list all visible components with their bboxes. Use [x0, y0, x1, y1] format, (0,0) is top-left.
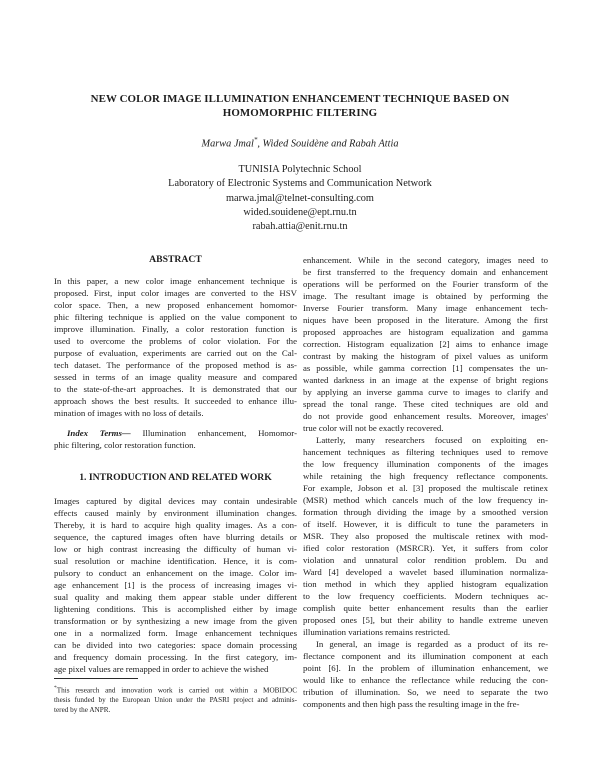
footnote-marker: * [54, 685, 57, 691]
text-line: tech dataset. The performance of the proposed method is as- [54, 360, 297, 370]
text-line: while retaining the high frequency reflectance components. [303, 471, 548, 481]
body-paragraph [303, 254, 548, 434]
text-line: Laboratory of Electronic Systems and Communication Network [168, 178, 432, 190]
right-column [303, 254, 548, 715]
text-line: wanted darkness in an image at the expense of bright regions [303, 375, 548, 385]
abstract-heading: ABSTRACT [149, 254, 202, 265]
text-line: violation and unnatural color rendition problem. Du and [303, 555, 548, 565]
text-line: can be divided into two categories: space domain processing [54, 640, 297, 650]
text-line [54, 427, 297, 439]
text-line: In this paper, a new color image enhancement technique is [54, 276, 297, 286]
abstract-paragraph [54, 275, 297, 419]
text-line: sessed in terms of an image quality measure and compared [54, 372, 297, 382]
text-line: proposed. First, input color images are converted to the HSV [54, 288, 297, 298]
body-paragraph [303, 638, 548, 710]
text-line: In general, an image is regarded as a product of its re- [316, 639, 548, 649]
text-line: rabah.attia@enit.rnu.tn [252, 221, 348, 233]
text-line: Ward [4] developed a wavelet based illumination normaliza- [303, 567, 548, 577]
text-line: spread the tonal range. These cited techniques are old and [303, 399, 548, 409]
affiliation-block [26, 163, 574, 235]
text-line: proposed approaches are histogram equalization and gamma [303, 327, 548, 337]
text-line: age enhancement [1] is the process of increasing images vi- [54, 580, 297, 590]
text-line: true color will not be exactly recovered. [303, 423, 444, 433]
text-line: approach shows the best results. It succeeded to enhance illu- [54, 396, 297, 406]
index-terms-label: Index Terms— [67, 428, 131, 438]
author-names-rest: , Wided Souidène and Rabah Attia [257, 138, 399, 150]
author-name: Marwa Jmal [201, 138, 254, 150]
text-line: sual quality and making them appear stable under different [54, 592, 297, 602]
text-line: niques have been proposed in the literature. Among the first [303, 315, 548, 325]
text-line: improve illumination. Finally, a color restoration function is [54, 324, 297, 334]
text-line: age pixel values are remapped in order to achieve the wished [54, 664, 269, 674]
text-line: one in a normalized form. Image enhancement techniques [54, 628, 297, 638]
text-line: MSR. They also proposed the multiscale retinex with mod- [303, 531, 548, 541]
text-line: flectance component and its illumination component at each [303, 651, 548, 661]
text-line: to the state-of-the-art approaches. It is demonstrated that our [54, 384, 297, 394]
paper-header [26, 92, 574, 235]
two-column-body [54, 254, 548, 715]
author-footnote-marker: * [253, 136, 258, 145]
text-line: components and then high pass the resulting image in the fre- [303, 699, 520, 709]
text-line: mination of images with no loss of details. [54, 408, 204, 418]
text-line: of itself. However, it is difficult to tune the parameters in [303, 519, 548, 529]
left-column [54, 254, 297, 715]
text-line: color space. Then, a new proposed enhancement homomor- [54, 300, 297, 310]
text-line: be first transferred to the frequency domain and enhancement [303, 267, 548, 277]
text-line: enhancement. While in the second category, images need to [303, 255, 548, 265]
text-line: (MSR) method which cancels much of the low frequency in- [303, 495, 548, 505]
text-line: would like to enhance the reflectance while reducing the con- [303, 675, 548, 685]
text-line: do not provide good enhancement results. Moreover, images' [303, 411, 548, 421]
authors-line [26, 136, 574, 149]
index-terms-paragraph [54, 427, 297, 451]
footnote-rule [54, 678, 138, 679]
text-line: the low frequency illumination components of the images [303, 459, 548, 469]
text-line: image. The resultant image is obtained by performing the [303, 291, 548, 301]
footnote [54, 678, 297, 715]
text-line: phic filtering technique is applied on the value component to [54, 312, 297, 322]
text-line: Inverse Fourier transform. Many image enhancement tech- [303, 303, 548, 313]
body-paragraph [303, 434, 548, 638]
text-line: transformation or by synthesizing a new image from the given [54, 616, 297, 626]
text-line: purpose of evaluation, experiments are carried out on the Cal- [54, 348, 297, 358]
text-line: hancement techniques as filtering techniques used to remove [303, 447, 548, 457]
paper-title-line-1: NEW COLOR IMAGE ILLUMINATION ENHANCEMENT TECHNIQUE BASED ON [90, 93, 510, 105]
text-line: point [6]. In the problem of illumination enhancement, we [303, 663, 548, 673]
text-line: pulsory to conduct an enhancement on the image. Color im- [54, 568, 297, 578]
text-line: phic filtering, color restoration function. [54, 440, 196, 450]
text-line: by applying an inverse gamma curve to images to clarify and [303, 387, 548, 397]
text-line: used to overcome the problems of color violation. For the [54, 336, 297, 346]
text-line: tion method in which they applied histogram equalization [303, 579, 548, 589]
footnote-line [54, 683, 297, 695]
text-line: to the low frequency coefficients. Modern techniques ac- [303, 591, 548, 601]
text-line: contrast by making the histogram of pixel values as uniform [303, 351, 548, 361]
text-line: marwa.jmal@telnet-consulting.com [226, 192, 374, 204]
text-line: operations will be performed on the Fourier transform of the [303, 279, 548, 289]
text-line: tribution of illumination. So, we need to separate the two [303, 687, 548, 697]
section-1-heading: 1. INTRODUCTION AND RELATED WORK [79, 472, 272, 483]
text-line: and frequency domain processing. In the first category, im- [54, 652, 297, 662]
text-line: Latterly, many researchers focused on exploiting en- [316, 435, 548, 445]
text-line: For example, Jobson et al. [3] proposed the multiscale retinex [303, 483, 548, 493]
index-terms-text: Illumination enhancement, Homomor- [130, 428, 297, 438]
text-line: Images captured by digital devices may contain undesirable [54, 496, 297, 506]
text-line: TUNISIA Polytechnic School [238, 163, 362, 175]
text-line: proposed ones [5], but their ability to handle extreme uneven [303, 615, 548, 625]
text-line: wided.souidene@ept.rnu.tn [243, 207, 357, 219]
footnote-text: This research and innovation work is carried out within a MOBIDOC [56, 686, 297, 695]
text-line: ified color restoration (MSRCR). Yet, it suffers from color [303, 543, 548, 553]
text-line: Thereby, it is hard to acquire high quality images. As a con- [54, 520, 297, 530]
text-line: effects caused mainly by environment illumination changes. [54, 508, 297, 518]
introduction-paragraph [54, 495, 297, 675]
footnote-line: tered by the ANPR. [54, 706, 111, 715]
text-line: as possible, while gamma correction [1] compensates the un- [303, 363, 548, 373]
text-line: formation through dividing the image by a smoothed version [303, 507, 548, 517]
text-line: sequence, the captured images often have blurring details or [54, 532, 297, 542]
text-line: complish quite better enhancement results than the earlier [303, 603, 548, 613]
paper-title-line-2: HOMOMORPHIC FILTERING [222, 107, 378, 120]
text-line: low or high contrast increasing the difficulty of human vi- [54, 544, 297, 554]
text-line: sual resolution or machine identification. Hence, it is com- [54, 556, 297, 566]
footnote-line: thesis funded by the European Union under the PASRI project and adminis- [54, 696, 297, 705]
text-line: lightening conditions. This is accomplished either by image [54, 604, 297, 614]
text-line: illumination variations remains restricted. [303, 627, 451, 637]
text-line: correction. Histogram equalization [2] aims to enhance image [303, 339, 548, 349]
